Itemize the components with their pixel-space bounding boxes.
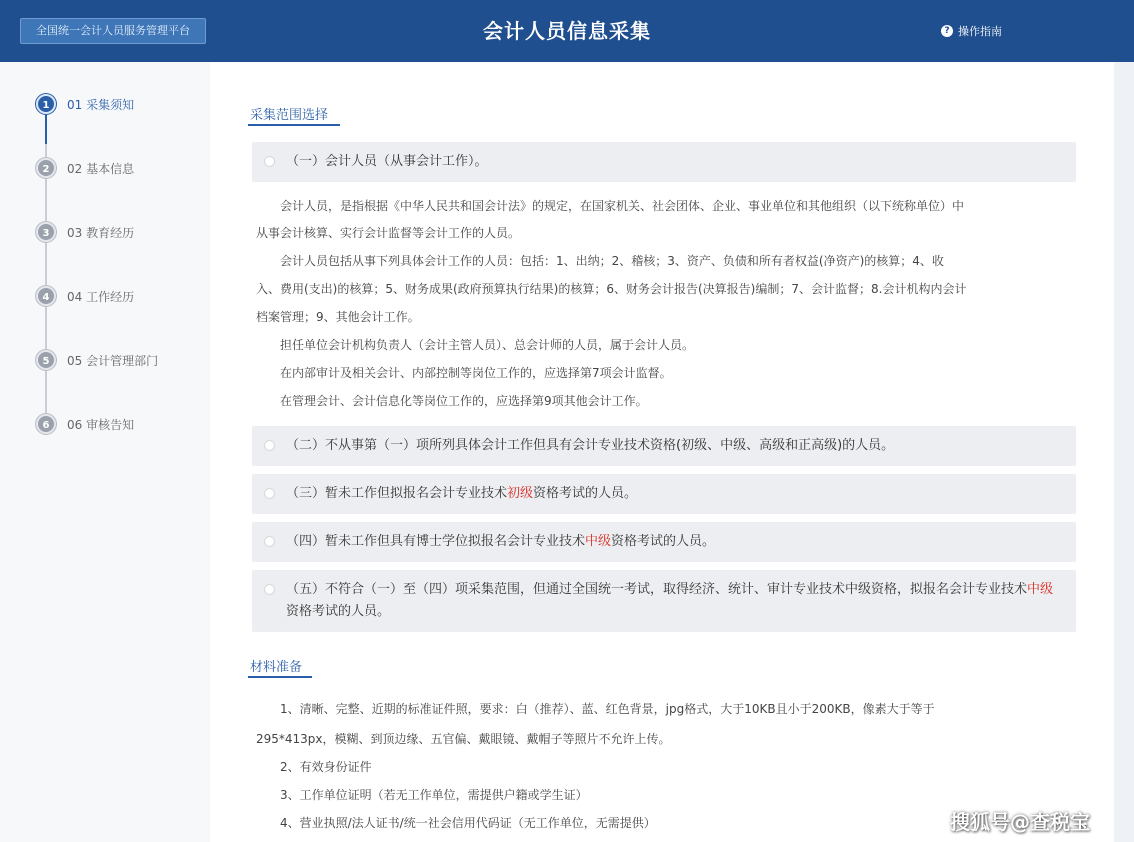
- step-05-accounting-dept[interactable]: [36, 350, 158, 370]
- step-label: 01 采集须知: [67, 97, 135, 112]
- scope-option-5[interactable]: [252, 570, 1076, 632]
- option-5-text: （五）不符合（一）至（四）项采集范围，但通过全国统一考试，取得经济、统计、审计专业技术中级资格，拟报名会计专业技术: [286, 582, 1028, 597]
- step-01-collection-notice[interactable]: [36, 94, 134, 114]
- step-number-badge: 4: [36, 286, 56, 306]
- step-06-review-notice[interactable]: [36, 414, 134, 434]
- option-1-paragraph: 档案管理；9、其他会计工作。: [256, 310, 420, 324]
- option-1-paragraph: 在内部审计及相关会计、内部控制等岗位工作的，应选择第7项会计监督。: [280, 366, 672, 380]
- materials-item: 2、有效身份证件: [280, 760, 372, 774]
- step-number-badge: 5: [36, 350, 56, 370]
- option-4-text-end: 资格考试的人员。: [611, 534, 716, 549]
- step-03-education[interactable]: [36, 222, 134, 242]
- operation-guide-link[interactable]: [941, 22, 1002, 40]
- step-label: 04 工作经历: [67, 289, 135, 304]
- option-4-text: （四）暂未工作但具有博士学位拟报名会计专业技术: [286, 534, 586, 549]
- step-number-badge: 1: [36, 94, 56, 114]
- option-2-label: （二）不从事第（一）项所列具体会计工作但具有会计专业技术资格(初级、中级、高级和正高级)的人员。: [286, 438, 895, 453]
- materials-item: 3、工作单位证明（若无工作单位，需提供户籍或学生证）: [280, 788, 588, 802]
- step-number-badge: 3: [36, 222, 56, 242]
- materials-item: 295*413px，模糊、到顶边缘、五官偏、戴眼镜、戴帽子等照片不允许上传。: [256, 732, 671, 746]
- radio-option-5[interactable]: [264, 584, 275, 595]
- option-3-text-end: 资格考试的人员。: [533, 486, 638, 501]
- option-3-text: （三）暂未工作但拟报名会计专业技术: [286, 486, 508, 501]
- step-label: 02 基本信息: [67, 161, 135, 176]
- option-3-highlight: 初级: [507, 486, 534, 501]
- option-1-paragraph: 在管理会计、会计信息化等岗位工作的，应选择第9项其他会计工作。: [280, 394, 648, 408]
- materials-item: 1、清晰、完整、近期的标准证件照，要求：白（推荐）、蓝、红色背景，jpg格式，大于10KB且小于200KB，像素大于等于: [280, 702, 935, 716]
- option-1-paragraph: 担任单位会计机构负责人（会计主管人员）、总会计师的人员，属于会计人员。: [280, 338, 695, 352]
- option-1-paragraph: 会计人员包括从事下列具体会计工作的人员：包括：1、出纳；2、稽核；3、资产、负债和所有者权益(净资产)的核算；4、收: [280, 254, 944, 268]
- option-1-paragraph: 入、费用(支出)的核算；5、财务成果(政府预算执行结果)的核算；6、财务会计报告(决算报告)编制；7、会计监督；8.会计机构内会计: [256, 282, 967, 296]
- platform-home-button[interactable]: 全国统一会计人员服务管理平台: [20, 18, 206, 44]
- radio-option-4[interactable]: [264, 536, 275, 547]
- step-label: 03 教育经历: [67, 225, 135, 240]
- heading-underline: [248, 124, 340, 126]
- step-label: 06 审核告知: [67, 417, 135, 432]
- option-1-paragraph: 从事会计核算、实行会计监督等会计工作的人员。: [256, 226, 521, 240]
- watermark: 搜狐号@查税宝: [950, 810, 1090, 834]
- option-1-label: （一）会计人员（从事会计工作）。: [286, 154, 488, 169]
- steps-connector-line: [45, 104, 47, 426]
- top-header: [0, 0, 1134, 62]
- steps-sidebar: [0, 62, 210, 842]
- materials-section-heading: [250, 656, 302, 675]
- question-circle-icon: ?: [941, 25, 953, 37]
- option-5-highlight: 中级: [1027, 582, 1054, 597]
- radio-option-3[interactable]: [264, 488, 275, 499]
- step-number-badge: 6: [36, 414, 56, 434]
- step-number-badge: 2: [36, 158, 56, 178]
- option-5-text-end: 资格考试的人员。: [286, 604, 391, 619]
- option-3-label: [286, 483, 1064, 505]
- scope-option-4[interactable]: [252, 522, 1076, 562]
- operation-guide-label: 操作指南: [958, 25, 1002, 38]
- option-1-paragraph: 会计人员，是指根据《中华人民共和国会计法》的规定，在国家机关、社会团体、企业、事业单位和其他组织（以下统称单位）中: [280, 199, 965, 213]
- materials-item: 4、营业执照/法人证书/统一社会信用代码证（无工作单位，无需提供）: [280, 816, 656, 830]
- scope-option-2[interactable]: [252, 426, 1076, 466]
- page-title: 会计人员信息采集: [483, 19, 651, 43]
- step-04-work-experience[interactable]: [36, 286, 134, 306]
- step-label: 05 会计管理部门: [67, 353, 159, 368]
- scope-option-1[interactable]: [252, 142, 1076, 182]
- scope-heading-text: 采集范围选择: [250, 108, 329, 123]
- main-content: [210, 62, 1114, 842]
- materials-heading-text: 材料准备: [250, 660, 303, 675]
- option-5-label: [286, 579, 1064, 623]
- option-4-label: [286, 531, 1064, 553]
- scope-section-heading: [250, 104, 328, 123]
- radio-option-1[interactable]: [264, 156, 275, 167]
- scope-option-3[interactable]: [252, 474, 1076, 514]
- radio-option-2[interactable]: [264, 440, 275, 451]
- option-4-highlight: 中级: [585, 534, 612, 549]
- step-02-basic-info[interactable]: [36, 158, 134, 178]
- heading-underline: [248, 676, 312, 678]
